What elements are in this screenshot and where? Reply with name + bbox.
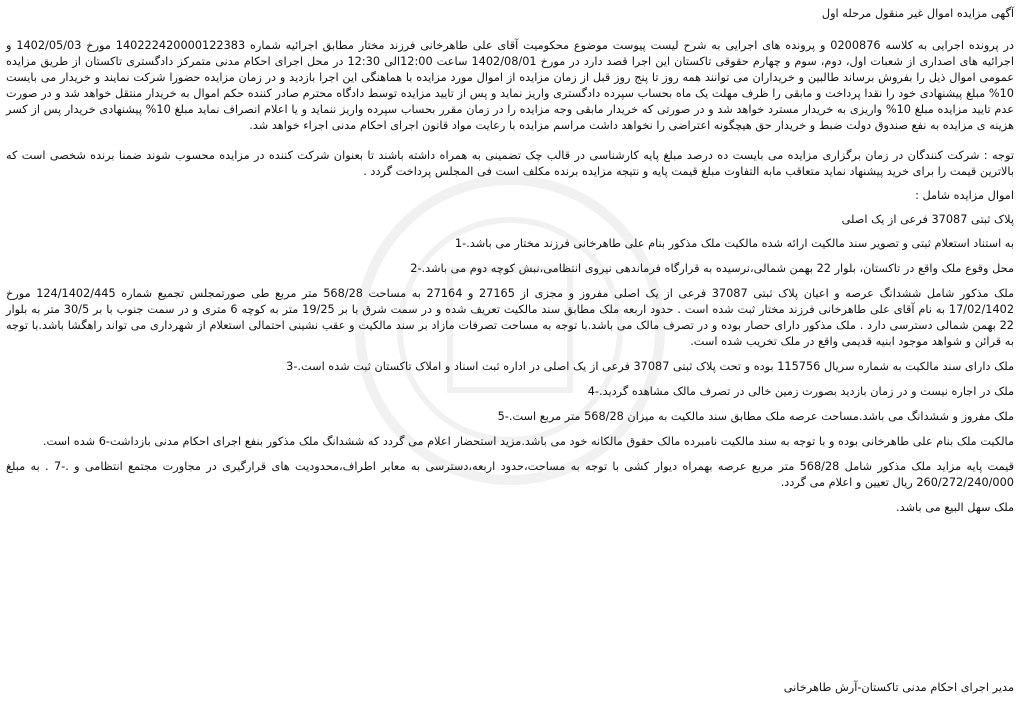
item-2: محل وقوع ملک واقع در تاکستان، بلوار 22 بهمن شمالی،نرسیده به قرارگاه فرماندهی نیروی انتظامی،نبش کوچه دوم می باشد.-2 bbox=[410, 262, 1014, 275]
closing-line: ملک سهل البیع می باشد. bbox=[896, 501, 1014, 514]
assets-label: اموال مزایده شامل : bbox=[915, 189, 1014, 202]
plate-label: پلاک ثبتی 37087 فرعی از یک اصلی bbox=[841, 213, 1014, 226]
notice-document bbox=[6, 6, 1014, 704]
item-4: ملک در اجاره نیست و در زمان بازدید بصورت زمین خالی در تصرف مالک مشاهده گردید.-4 bbox=[587, 385, 1014, 398]
property-description: ملک مذکور شامل ششدانگ عرصه و اعیان پلاک ثبتی 37087 فرعی از یک اصلی مفروز و مجزی از 27165 و 27164 به مساحت 568/28 متر مربع طی صورتمجلس تجمیع شماره 124/1402/445 مورخ 17/02/1402 به نام آقای علی طاهرخانی فرزند مختار ثبت شده است . حدود اربعه ملک مطابق سند مالکیت تعریف شده و در سمت شرق با بر 19/25 متر به کوچه 6 متری و در سمت جنوب با بر 30/5 متر به بلوار 22 بهمن شمالی دسترسی دارد . ملک مذکور دارای حصار بوده و در تصرف مالک می باشد.با توجه به مساحت تصرفات مازاد بر سند مالکیت و عقب نشینی احتمالی استعلام از شهرداری می تواند راهگشا باشد.با توجه به قرائن و شواهد موجود ابنیه قدیمی واقع در ملک تخریب شده است. bbox=[6, 287, 1015, 348]
item-3: ملک دارای سند مالکیت به شماره سریال 115756 بوده و تحت پلاک ثبتی 37087 فرعی از یک اصلی در اداره ثبت اسناد و املاک تاکستان ثبت شده است.-3 bbox=[286, 360, 1014, 373]
main-paragraph: در پرونده اجرایی به کلاسه 0200876 و پرونده های اجرایی به شرح لیست پیوست موضوع محکومیت آقای علی طاهرخانی فرزند مختار مطابق اجرائیه شماره 140222420000122383 مورخ 1402/05/03 و اجرائیه های اصداری از شعبات اول، دوم، سوم و چهارم حقوقی تاکستان این اجرا قصد دارد در مورخ 1402/08/01 ساعت 12:00الی 12:30 در محل اجرای احکام مدنی متمرکز دادگستری تاکستان از طریق مزایده عمومی اموال ذیل را بفروش برساند طالبین و خریداران می توانند همه روز تا پنج روز قبل از زمان مزایده از اموال مورد مزایده با هماهنگی این اجرا بازدید و در زمان مزایده حضورا شرکت نمایند و خریدار می بایست 10% مبلغ پیشنهادی خود را نقدا پرداخت و مابقی را ظرف مهلت یک ماه بحساب سپرده دادگستری واریز نماید و پس از تایید مزایده توسط دادگاه محترم صادر کننده حکم اموال به خریدار منتقل خواهد شد و در صورت عدم تایید مزایده مبلغ 10% واریزی به خریدار مسترد خواهد شد و در صورتی که خریدار مابقی وجه مزایده را در زمان مقرر بحساب سپرده واریز ننماید و یا اعلام انصراف نماید مبلغ 10% پیشنهادی خریدار پس از کسر هزینه ی مزایده به نفع صندوق دولت ضبط و خریدار حق هیچگونه اعتراضی را نخواهد داشت مراسم مزایده با رعایت مواد قانون اجرای احکام مدنی اجراء خواهد شد. bbox=[6, 39, 1015, 132]
item-5: ملک مفروز و ششدانگ می باشد.مساحت عرصه ملک مطابق سند مالکیت به میزان 568/28 متر مربع است.-5 bbox=[497, 410, 1014, 423]
notice-title: آگهی مزایده اموال غیر منقول مرحله اول bbox=[821, 7, 1014, 20]
item-1: به استناد استعلام ثبتی و تصویر سند مالکیت ارائه شده مالکیت ملک مذکور بنام علی طاهرخانی فرزند مختار می باشد.-1 bbox=[454, 237, 1014, 250]
item-7: قیمت پایه مزاید ملک مذکور شامل 568/28 متر مربع عرصه بهمراه دیوار کشی با توجه به مساحت،حدود اربعه،دسترسی به معابر اطراف،محدودیت های قرارگیری در مجاورت مجتمع انتظامی و .-7 . به مبلغ 260/272/240/000 ریال تعیین و اعلام می گردد. bbox=[6, 460, 1014, 489]
signature-line: مدیر اجرای احکام مدنی تاکستان-آرش طاهرخانی bbox=[783, 681, 1014, 694]
note-paragraph: توجه : شرکت کنندگان در زمان برگزاری مزایده می بایست ده درصد مبلغ پایه کارشناسی در قالب چک تضمینی به همراه داشته باشند تا بعنوان شرکت کننده در مزایده محسوب شوند ضمنا برنده شخصی است که بالاترین قیمت را برای خرید پیشنهاد نماید متعاقب مابه التفاوت مبلغ قیمت پایه و نتیجه مزایده برنده مکلف است فی المجلس پرداخت گردد . bbox=[6, 149, 1014, 178]
item-6: مالکیت ملک بنام علی طاهرخانی بوده و با توجه به سند مالکیت نامبرده مالک حقوق مالکانه خود می باشد.مزید استحضار اعلام می گردد که ششدانگ ملک مذکور بنفع اجرای احکام مدنی بازداشت-6 شده است. bbox=[42, 435, 1014, 448]
